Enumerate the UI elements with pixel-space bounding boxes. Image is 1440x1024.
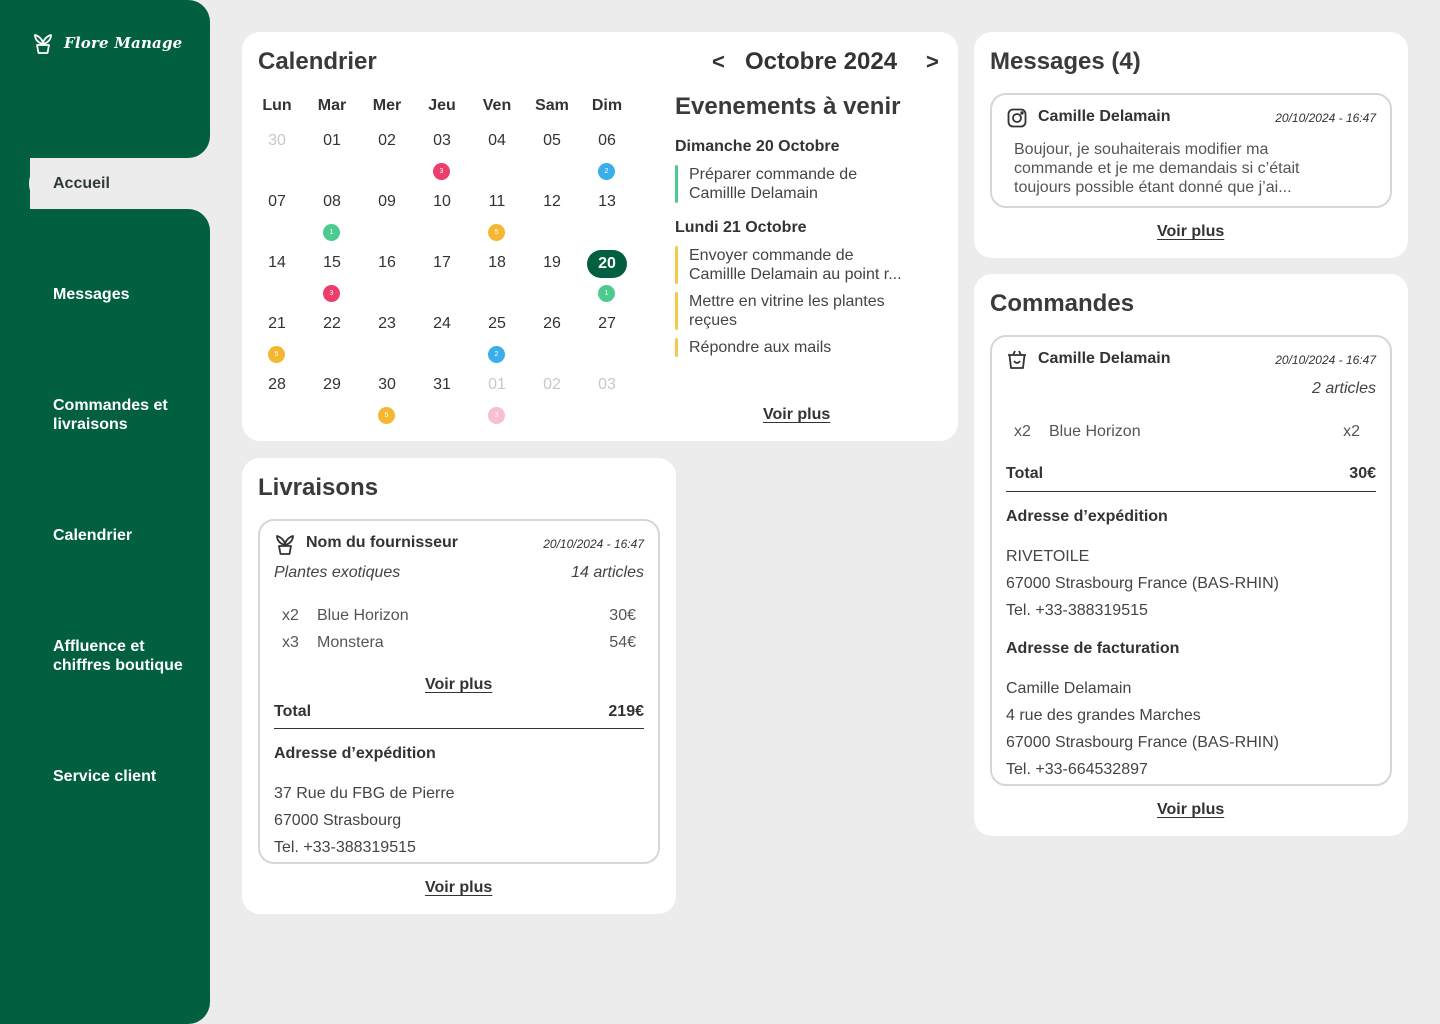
calendar-day[interactable]: 19 — [543, 254, 561, 271]
event-color-bar — [675, 292, 678, 330]
shipping-address-title: Adresse d’expédition — [1006, 508, 1168, 525]
event-count-badge: 5 — [268, 346, 285, 363]
calendar-day[interactable]: 03 — [598, 376, 616, 393]
event-text: Répondre aux mails — [689, 339, 832, 356]
messages-title: Messages (4) — [990, 48, 1141, 75]
delivery-address-title: Adresse d’expédition — [274, 745, 436, 762]
order-total-divider — [1006, 491, 1376, 492]
prev-month-button[interactable]: < — [712, 49, 725, 74]
delivery-address — [274, 780, 455, 861]
delivery-date: 20/10/2024 - 16:47 — [543, 537, 644, 551]
weekday-label: Jeu — [428, 97, 456, 114]
delivery-item-price: 54€ — [609, 634, 636, 651]
calendar-day[interactable]: 06 — [598, 132, 616, 149]
message-preview[interactable] — [990, 93, 1392, 208]
event-item[interactable] — [675, 165, 925, 203]
message-body — [1014, 140, 1299, 197]
event-count-badge: 1 — [598, 285, 615, 302]
event-color-bar — [675, 165, 678, 203]
address-line: Camille Delamain — [1006, 680, 1132, 697]
address-line: 4 rue des grandes Marches — [1006, 707, 1201, 724]
plant-icon — [275, 533, 295, 555]
event-text: Envoyer commande de — [689, 247, 854, 264]
calendar-day[interactable]: 11 — [488, 193, 506, 210]
orders-title: Commandes — [990, 290, 1135, 317]
orders-card — [974, 274, 1408, 836]
event-item[interactable] — [675, 292, 925, 330]
event-text: Préparer commande de — [689, 166, 858, 183]
calendar-day[interactable]: 07 — [268, 193, 286, 210]
message-line: toujours possible étant donné que j’ai... — [1014, 179, 1292, 196]
calendar-day[interactable]: 30 — [378, 376, 396, 393]
calendar-day[interactable]: 25 — [488, 315, 506, 332]
order-details[interactable] — [990, 335, 1392, 786]
message-sender: Camille Delamain — [1038, 108, 1171, 125]
calendar-day[interactable]: 01 — [323, 132, 341, 149]
event-count-badge: 2 — [598, 163, 615, 180]
calendar-day[interactable]: 29 — [323, 376, 341, 393]
calendar-day[interactable]: 18 — [488, 254, 506, 271]
delivery-total-value: 219€ — [608, 703, 644, 720]
calendar-day[interactable]: 21 — [268, 315, 286, 332]
sidebar-top-panel — [0, 0, 210, 158]
sidebar — [0, 0, 210, 1024]
calendar-day[interactable]: 10 — [433, 193, 451, 210]
nav-item-orders-line2: livraisons — [53, 416, 128, 433]
calendar-day[interactable]: 28 — [268, 376, 286, 393]
events-day-sunday: Dimanche 20 Octobre — [675, 138, 840, 155]
delivery-item-qty: x2 — [282, 607, 299, 624]
calendar-day[interactable]: 13 — [598, 193, 616, 210]
calendar-day[interactable]: 16 — [378, 254, 396, 271]
nav-item-stats[interactable] — [53, 637, 203, 675]
event-count-badge: 1 — [323, 224, 340, 241]
nav-item-calendar[interactable]: Calendrier — [53, 527, 133, 544]
event-count-badge: 3 — [488, 407, 505, 424]
plant-icon — [33, 32, 53, 54]
deliveries-card — [242, 458, 676, 914]
event-text: reçues — [689, 312, 738, 329]
message-date: 20/10/2024 - 16:47 — [1275, 111, 1376, 125]
event-item[interactable] — [675, 246, 925, 284]
delivery-article-count: 14 articles — [571, 564, 644, 581]
calendar-day[interactable]: 12 — [543, 193, 561, 210]
event-text: Camillle Delamain — [689, 185, 818, 202]
order-date: 20/10/2024 - 16:47 — [1275, 353, 1376, 367]
calendar-day[interactable]: 30 — [268, 132, 286, 149]
calendar-day[interactable]: 26 — [543, 315, 561, 332]
event-count-badge: 3 — [323, 285, 340, 302]
delivery-item-price: 30€ — [609, 607, 636, 624]
nav-item-stats-line2: chiffres boutique — [53, 657, 183, 674]
calendar-day[interactable]: 15 — [323, 254, 341, 271]
address-line: Tel. +33-664532897 — [1006, 761, 1148, 778]
address-line: 37 Rue du FBG de Pierre — [274, 785, 455, 802]
calendar-day[interactable]: 23 — [378, 315, 396, 332]
nav-item-support[interactable]: Service client — [53, 768, 157, 785]
weekday-label: Mer — [372, 97, 402, 114]
message-line: commande et je me demandais si c’était — [1014, 160, 1300, 177]
deliveries-title: Livraisons — [258, 474, 379, 501]
events-title: Evenements à venir — [675, 93, 901, 120]
event-count-badge: 3 — [433, 163, 450, 180]
address-line: 67000 Strasbourg France (BAS-RHIN) — [1006, 734, 1279, 751]
order-customer: Camille Delamain — [1038, 350, 1171, 367]
weekday-label: Ven — [482, 97, 512, 114]
calendar-day[interactable]: 14 — [268, 254, 286, 271]
nav-item-stats-line1: Affluence et — [53, 638, 145, 655]
calendar-day[interactable]: 22 — [323, 315, 341, 332]
event-count-badge: 5 — [378, 407, 395, 424]
event-text: Camillle Delamain au point r... — [689, 266, 902, 283]
weekday-label: Dim — [591, 97, 623, 114]
delivery-category: Plantes exotiques — [274, 564, 401, 581]
calendar-day[interactable]: 09 — [378, 193, 396, 210]
delivery-item-name: Blue Horizon — [317, 607, 409, 624]
nav-item-messages[interactable]: Messages — [53, 286, 130, 303]
order-total-label: Total — [1006, 465, 1044, 482]
weekday-label: Lun — [262, 97, 292, 114]
calendar-day[interactable]: 31 — [433, 376, 451, 393]
weekday-label: Mar — [317, 97, 347, 114]
delivery-supplier: Nom du fournisseur — [306, 534, 459, 551]
calendar-day[interactable]: 27 — [598, 315, 616, 332]
nav-item-orders-line1: Commandes et — [53, 397, 168, 414]
calendar-day[interactable]: 02 — [543, 376, 561, 393]
weekday-label: Sam — [535, 97, 569, 114]
app-name: Flore Manage — [64, 34, 183, 52]
delivery-total-label: Total — [274, 703, 312, 720]
delivery-total-divider — [274, 728, 644, 729]
address-line: Tel. +33-388319515 — [1006, 602, 1148, 619]
event-count-badge: 5 — [488, 224, 505, 241]
billing-address-title: Adresse de facturation — [1006, 640, 1180, 657]
nav-item-orders[interactable] — [53, 396, 203, 434]
address-line: 67000 Strasbourg France (BAS-RHIN) — [1006, 575, 1279, 592]
event-count-badge: 2 — [488, 346, 505, 363]
address-line: Tel. +33-388319515 — [274, 839, 416, 856]
calendar-day[interactable]: 01 — [488, 376, 506, 393]
app-logo[interactable] — [33, 32, 182, 54]
events-voir-plus-link[interactable]: Voir plus — [763, 406, 831, 423]
calendar-day[interactable]: 03 — [433, 132, 451, 149]
delivery-details[interactable] — [258, 519, 660, 864]
delivery-item-qty: x3 — [282, 634, 299, 651]
order-item-name: Blue Horizon — [1049, 423, 1141, 440]
events-day-monday: Lundi 21 Octobre — [675, 219, 807, 236]
calendar-day[interactable]: 05 — [543, 132, 561, 149]
event-color-bar — [675, 246, 678, 284]
calendar-today[interactable]: 20 — [587, 250, 627, 278]
sidebar-bottom-panel — [0, 209, 210, 1024]
order-item-count: x2 — [1343, 423, 1360, 440]
calendar-day[interactable]: 02 — [378, 132, 396, 149]
calendar-title: Calendrier — [258, 48, 377, 75]
messages-voir-plus-link[interactable]: Voir plus — [1157, 223, 1225, 240]
shipping-address — [1006, 543, 1279, 624]
calendar-day[interactable]: 17 — [433, 254, 451, 271]
message-line: Boujour, je souhaiterais modifier ma — [1014, 141, 1269, 158]
event-item[interactable] — [675, 338, 925, 357]
delivery-items-voir-plus-link[interactable]: Voir plus — [425, 676, 493, 693]
next-month-button[interactable]: > — [926, 49, 939, 74]
orders-voir-plus-link[interactable]: Voir plus — [1157, 801, 1225, 818]
instagram-icon — [1007, 108, 1027, 128]
address-line: 67000 Strasbourg — [274, 812, 402, 829]
order-item-qty: x2 — [1014, 423, 1031, 440]
event-text: Mettre en vitrine les plantes — [689, 293, 885, 310]
messages-card — [974, 32, 1408, 258]
nav-item-accueil[interactable]: Accueil — [29, 158, 219, 209]
deliveries-voir-plus-link[interactable]: Voir plus — [425, 879, 493, 896]
calendar-card — [242, 32, 958, 441]
calendar-day[interactable]: 08 — [323, 193, 341, 210]
address-line: RIVETOILE — [1006, 548, 1090, 565]
billing-address — [1006, 675, 1279, 783]
event-color-bar — [675, 338, 678, 357]
current-month: Octobre 2024 — [745, 48, 898, 75]
calendar-day[interactable]: 04 — [488, 132, 506, 149]
order-article-count: 2 articles — [1311, 380, 1376, 397]
basket-icon — [1006, 349, 1028, 371]
order-total-value: 30€ — [1349, 465, 1376, 482]
calendar-day[interactable]: 24 — [433, 315, 451, 332]
delivery-item-name: Monstera — [317, 634, 384, 651]
